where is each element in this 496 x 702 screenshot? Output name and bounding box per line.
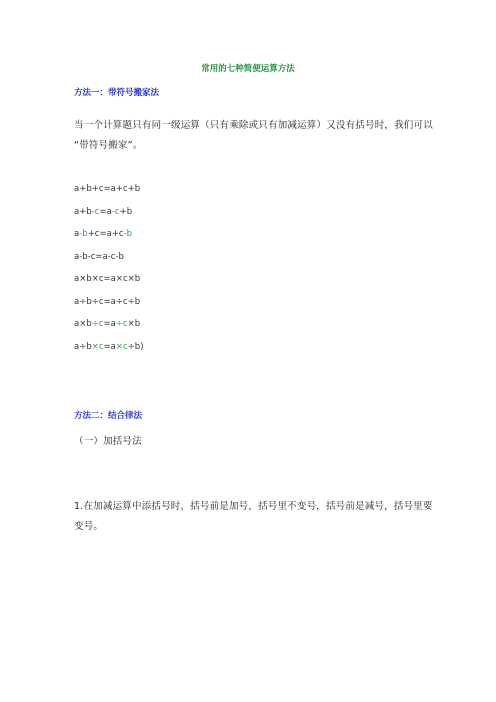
method1-description-line2: “带符号搬家”。	[74, 140, 143, 151]
formula-highlight: -b	[79, 229, 88, 239]
formula-text: a+b+c=a+c+b	[74, 184, 141, 194]
method2-rule	[74, 497, 434, 537]
formula-highlight: ×c	[91, 341, 104, 352]
formula-text: a÷b÷c=a÷c÷b	[74, 296, 141, 307]
formula-highlight: -c	[91, 206, 100, 217]
formula-text: =a	[103, 319, 116, 329]
formula-line	[74, 273, 140, 285]
method1-heading: 方法一：带符号搬家法	[74, 88, 160, 98]
formula-line	[74, 296, 140, 308]
formula-text: ÷b)	[127, 341, 144, 352]
formula-text: a×b×c=a×c×b	[74, 274, 141, 284]
formula-text: ×b	[127, 319, 141, 329]
formula-highlight: -c	[111, 206, 120, 217]
method2-rule-line1: 1.在加减运算中添括号时，括号前是加号，括号里不变号，括号前是减号，括号里要	[74, 501, 433, 512]
formula-text: =a	[99, 206, 112, 217]
formula-text: +c=a+c	[87, 229, 124, 239]
formula-text: =a	[103, 341, 116, 352]
formula-text: +b	[119, 206, 133, 217]
method1-description-line1: 当一个计算题只有同一级运算（只有乘除或只有加减运算）又没有括号时，我们可以	[74, 120, 433, 131]
formula-line	[74, 251, 124, 263]
formula-line	[74, 318, 140, 330]
formula-text: a×b	[74, 319, 92, 329]
formula-highlight: ÷c	[115, 319, 128, 329]
method2-rule-line2: 变号。	[74, 521, 104, 532]
formula-text: a÷b	[74, 341, 92, 352]
formula-highlight: ÷c	[91, 319, 104, 329]
formula-highlight: -b	[123, 229, 133, 239]
formula-line	[74, 341, 144, 353]
formula-text: a-b-c=a-c-b	[74, 251, 124, 262]
method1-description	[74, 116, 434, 156]
formula-highlight: ×c	[115, 341, 128, 352]
formula-line	[74, 206, 132, 218]
method2-heading: 方法二：结合律法	[74, 411, 143, 421]
formula-text: a+b	[74, 206, 92, 217]
formula-line	[74, 228, 132, 240]
formula-text: a	[74, 229, 80, 239]
method2-subheading: （一）加括号法	[74, 436, 142, 447]
formula-line	[74, 183, 140, 195]
page-title: 常用的七种简便运算方法	[201, 64, 295, 74]
